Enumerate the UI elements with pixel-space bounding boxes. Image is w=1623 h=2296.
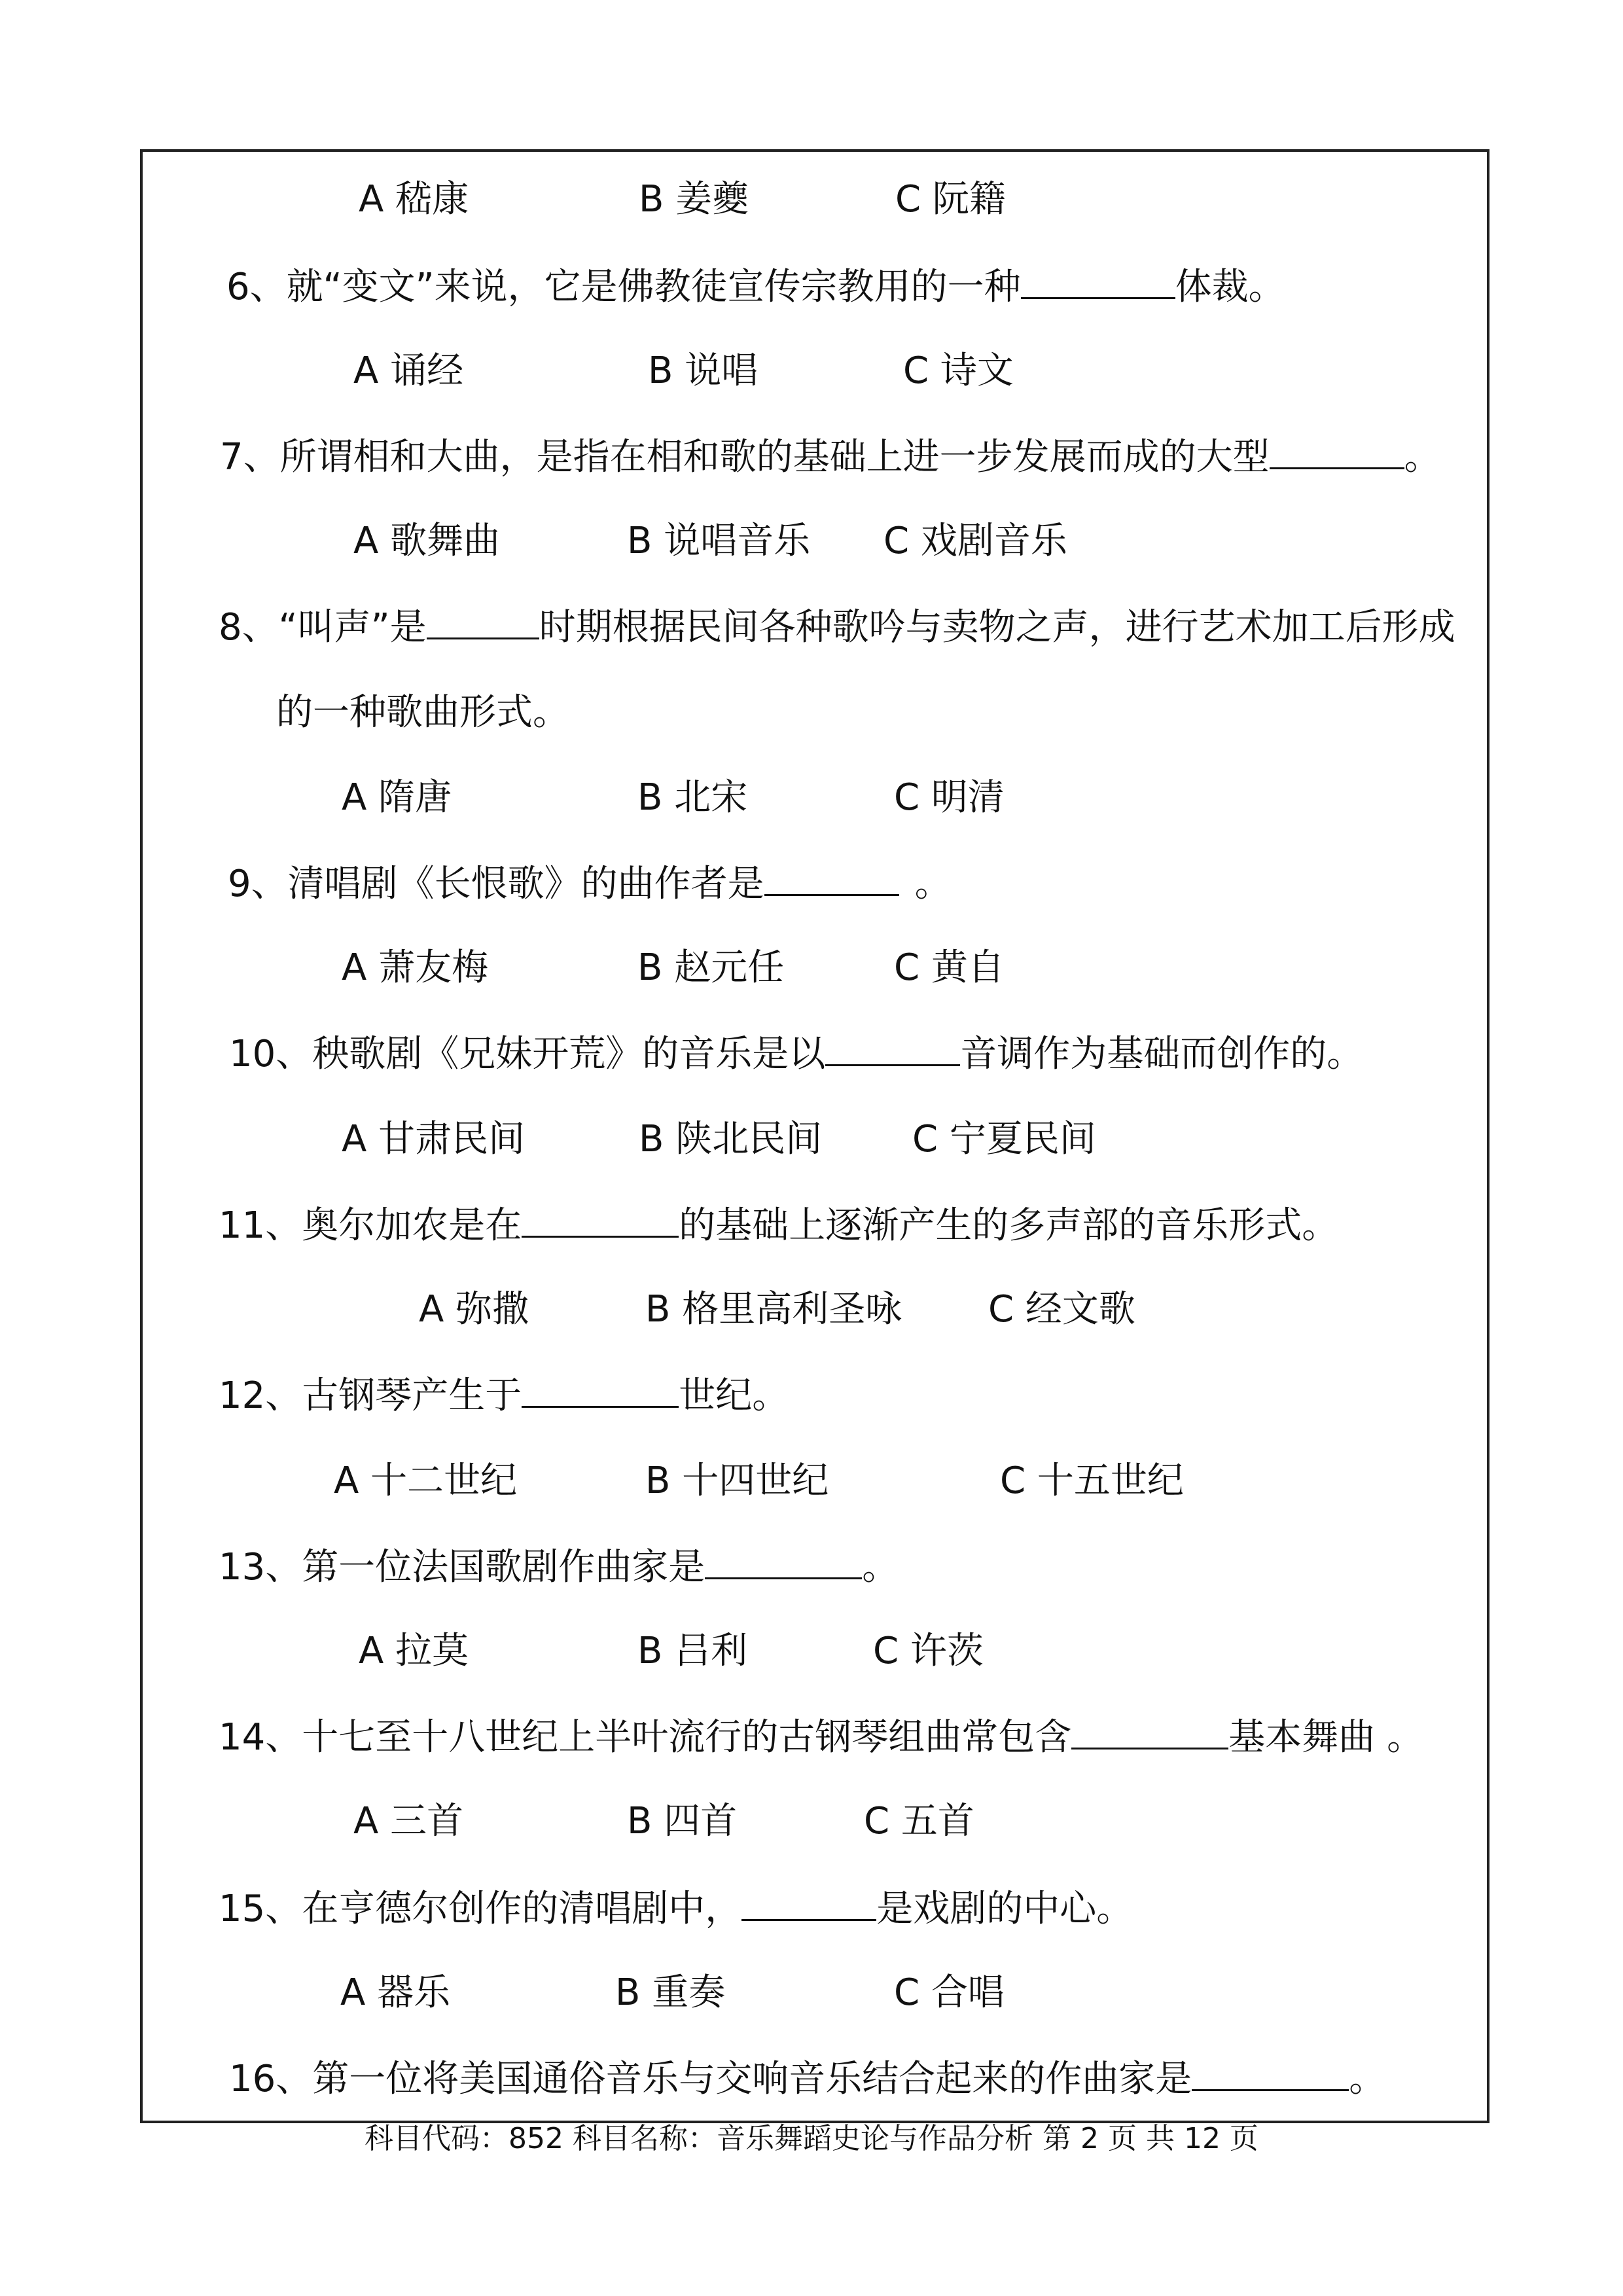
question-6 — [226, 263, 1285, 310]
q10-option-b: B 陕北民间 — [639, 1118, 823, 1160]
question-14-text: 14、十七至十八世纪上半叶流行的古钢琴组曲常包含 — [219, 1716, 1072, 1759]
question-11-text: 11、奥尔加农是在 — [219, 1204, 522, 1247]
question-12-text: 12、古钢琴产生于 — [219, 1374, 522, 1417]
q5-option-c: C 阮籍 — [895, 178, 1006, 221]
q7-option-c: C 戏剧音乐 — [883, 520, 1067, 562]
q8-option-c: C 明清 — [894, 776, 1005, 819]
question-8-continued: 的一种歌曲形式。 — [276, 691, 569, 734]
question-13-text: 13、第一位法国歌剧作曲家是 — [219, 1546, 705, 1588]
question-8-blank[interactable] — [427, 603, 539, 639]
q8-option-b: B 北宋 — [637, 776, 748, 819]
q14-option-c: C 五首 — [864, 1800, 974, 1842]
question-7-blank[interactable] — [1270, 433, 1404, 469]
question-11-blank[interactable] — [522, 1202, 679, 1238]
question-8-text-end: 时期根据民间各种歌吟与卖物之声，进行艺术加工后形成 — [539, 606, 1455, 649]
question-6-text-end: 体裁。 — [1175, 266, 1285, 308]
question-7-text-end: 。 — [1404, 436, 1441, 478]
question-12 — [219, 1372, 789, 1419]
question-12-text-end: 世纪。 — [679, 1374, 789, 1417]
q6-option-a: A 诵经 — [353, 350, 464, 392]
question-14-blank[interactable] — [1071, 1713, 1228, 1749]
question-9-text-end: 。 — [914, 863, 952, 905]
q14-option-a: A 三首 — [353, 1800, 464, 1842]
question-9 — [228, 860, 952, 907]
q13-option-a: A 拉莫 — [359, 1630, 469, 1672]
q12-option-c: C 十五世纪 — [1000, 1460, 1184, 1502]
q14-option-b: B 四首 — [627, 1800, 738, 1842]
question-7 — [220, 433, 1441, 480]
question-15-text-end: 是戏剧的中心。 — [876, 1888, 1133, 1930]
question-8 — [219, 603, 1455, 651]
question-16 — [229, 2055, 1385, 2102]
question-13 — [219, 1543, 899, 1590]
q9-option-c: C 黄自 — [894, 946, 1005, 989]
question-9-blank[interactable] — [764, 860, 899, 896]
question-15 — [219, 1885, 1133, 1932]
question-16-blank[interactable] — [1192, 2055, 1349, 2091]
q11-option-a: A 弥撒 — [419, 1288, 529, 1331]
question-7-text: 7、所谓相和大曲，是指在相和歌的基础上进一步发展而成的大型 — [220, 436, 1270, 478]
q6-option-c: C 诗文 — [903, 350, 1014, 392]
q9-option-b: B 赵元任 — [637, 946, 785, 989]
q11-option-c: C 经文歌 — [988, 1288, 1135, 1331]
question-10-text: 10、秧歌剧《兄妹开荒》的音乐是以 — [229, 1033, 826, 1075]
q10-option-a: A 甘肃民间 — [342, 1118, 526, 1160]
q12-option-a: A 十二世纪 — [334, 1460, 518, 1502]
question-16-text-end: 。 — [1349, 2058, 1386, 2100]
q9-option-a: A 萧友梅 — [342, 946, 489, 989]
question-10-text-end: 音调作为基础而创作的。 — [960, 1033, 1364, 1075]
question-11-text-end: 的基础上逐渐产生的多声部的音乐形式。 — [679, 1204, 1339, 1247]
question-6-blank[interactable] — [1021, 263, 1175, 299]
question-12-blank[interactable] — [522, 1372, 679, 1408]
question-16-text: 16、第一位将美国通俗音乐与交响音乐结合起来的作曲家是 — [229, 2058, 1192, 2100]
question-14 — [219, 1713, 1423, 1761]
q15-option-b: B 重奏 — [615, 1971, 726, 2014]
q5-option-a: A 嵇康 — [359, 178, 469, 221]
q7-option-a: A 歌舞曲 — [353, 520, 501, 562]
page-footer: 科目代码：852 科目名称：音乐舞蹈史论与作品分析 第 2 页 共 12 页 — [365, 2122, 1258, 2155]
question-10 — [229, 1030, 1363, 1077]
q7-option-b: B 说唱音乐 — [627, 520, 811, 562]
q12-option-b: B 十四世纪 — [645, 1460, 829, 1502]
question-11 — [219, 1202, 1338, 1249]
question-9-text: 9、清唱剧《长恨歌》的曲作者是 — [228, 863, 764, 905]
question-14-text-end: 基本舞曲 。 — [1228, 1716, 1424, 1759]
question-10-blank[interactable] — [825, 1030, 960, 1066]
q10-option-c: C 宁夏民间 — [912, 1118, 1096, 1160]
q8-option-a: A 隋唐 — [342, 776, 452, 819]
q15-option-a: A 器乐 — [340, 1971, 451, 2014]
question-13-blank[interactable] — [705, 1543, 862, 1579]
q6-option-b: B 说唱 — [648, 350, 758, 392]
question-15-text: 15、在亨德尔创作的清唱剧中， — [219, 1888, 742, 1930]
q11-option-b: B 格里高利圣咏 — [645, 1288, 902, 1331]
question-6-text: 6、就“变文”来说，它是佛教徒宣传宗教用的一种 — [226, 266, 1021, 308]
q13-option-b: B 吕利 — [637, 1630, 748, 1672]
question-8-text: 8、“叫声”是 — [219, 606, 427, 649]
question-15-blank[interactable] — [741, 1885, 876, 1921]
question-13-text-end: 。 — [862, 1546, 899, 1588]
q15-option-c: C 合唱 — [894, 1971, 1005, 2014]
q13-option-c: C 许茨 — [873, 1630, 984, 1672]
q5-option-b: B 姜夔 — [639, 178, 749, 221]
